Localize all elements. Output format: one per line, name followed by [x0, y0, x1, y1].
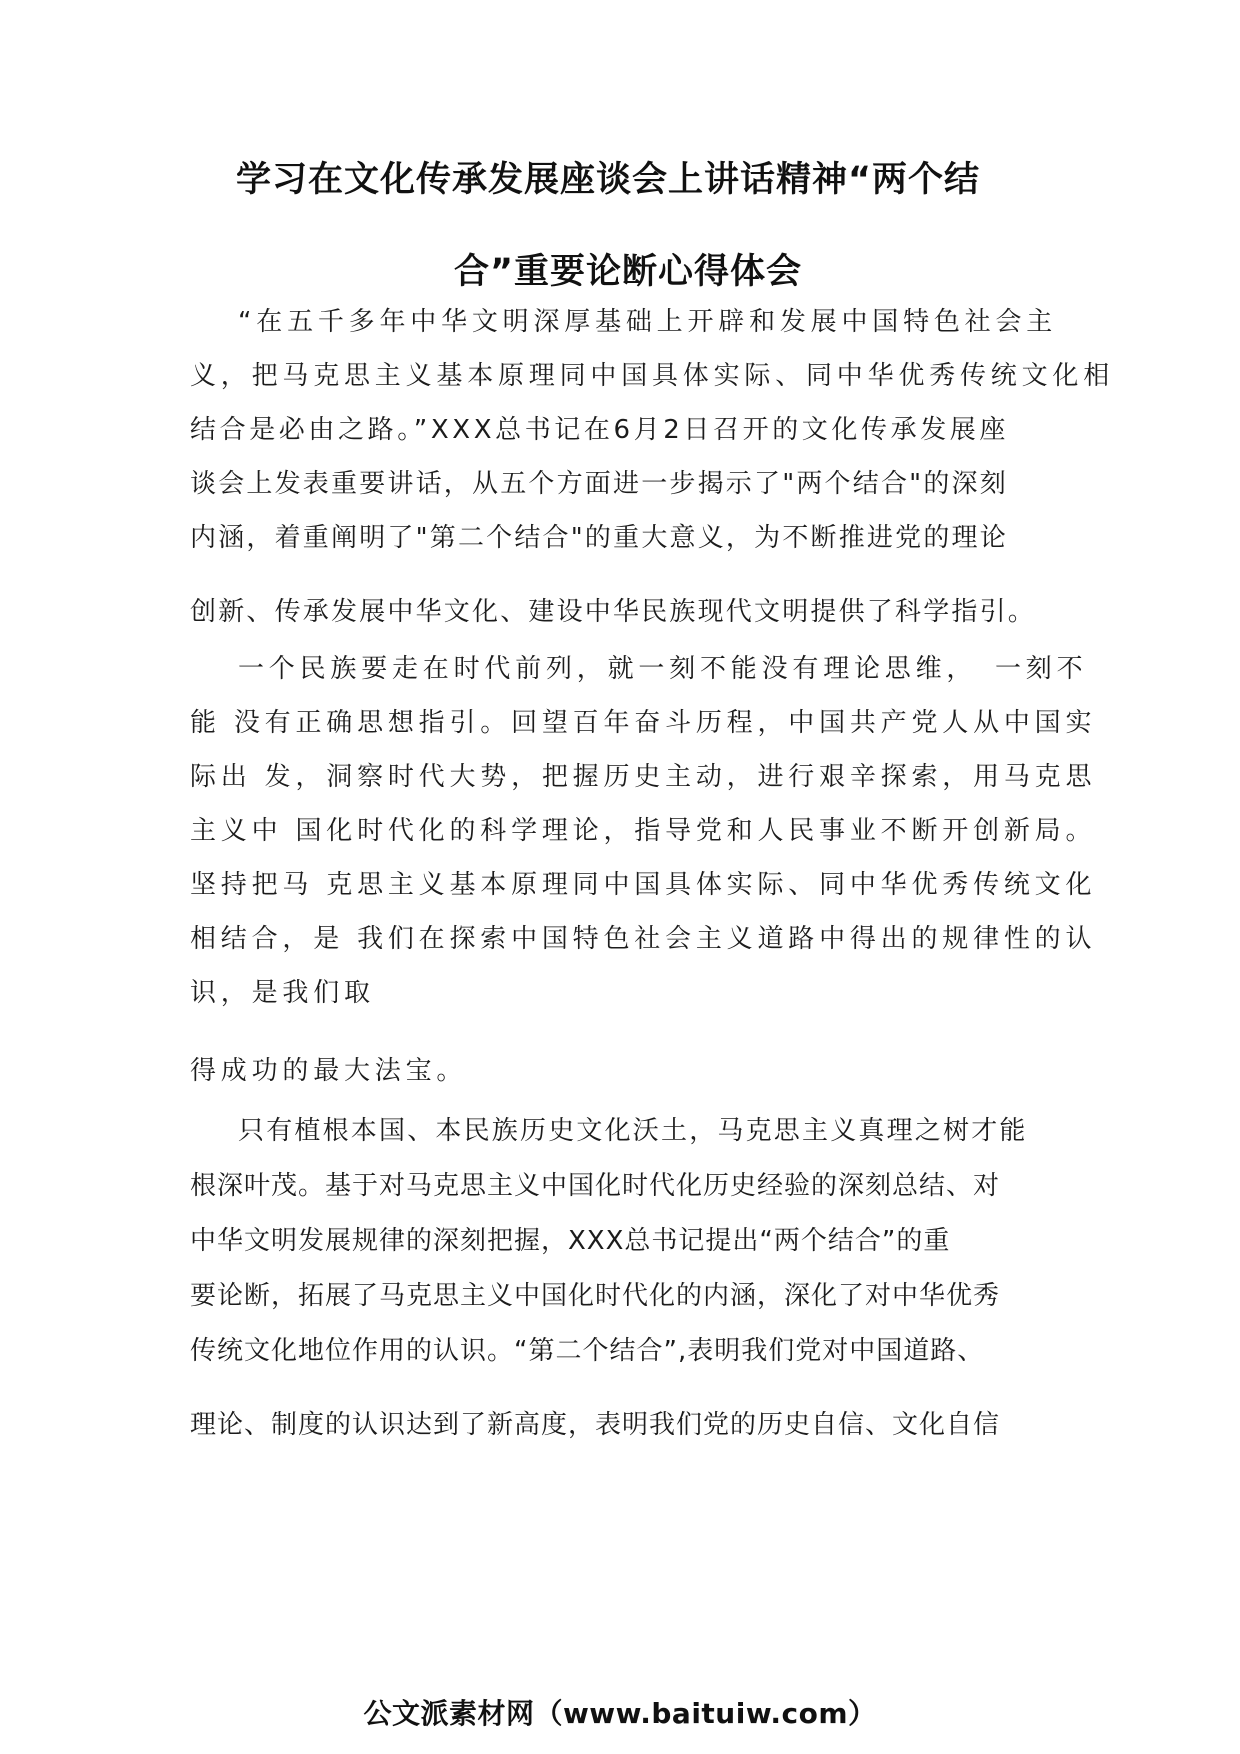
document-title-line-1: 学习在文化传承发展座谈会上讲话精神“两个结 — [235, 160, 980, 200]
body-line: 谈会上发表重要讲话，从五个方面进一步揭示了"两个结合"的深刻 — [190, 469, 1008, 499]
body-line: 只有植根本国、本民族历史文化沃土，马克思主义真理之树才能 — [238, 1116, 1028, 1146]
body-line: 义，把马克思主义基本原理同中国具体实际、同中华优秀传统文化相 — [190, 361, 1115, 391]
body-line: 要论断，拓展了马克思主义中国化时代化的内涵，深化了对中华优秀 — [190, 1281, 1001, 1311]
body-line: 根深叶茂。基于对马克思主义中国化时代化历史经验的深刻总结、对 — [190, 1171, 1001, 1201]
body-line: 内涵，着重阐明了"第二个结合"的重大意义，为不断推进党的理论 — [190, 523, 1008, 553]
body-line: 一个民族要走在时代前列，就一刻不能没有理论思维， 一刻不 — [238, 654, 1088, 684]
body-line: 识，是我们取 — [190, 978, 375, 1008]
body-line: 主义中 国化时代化的科学理论，指导党和人民事业不断开创新局。 — [190, 816, 1097, 846]
document-title-line-2: 合”重要论断心得体会 — [453, 252, 802, 292]
body-line: 际出 发，洞察时代大势，把握历史主动，进行艰辛探索，用马克思 — [190, 762, 1097, 792]
body-line: 理论、制度的认识达到了新高度，表明我们党的历史自信、文化自信 — [190, 1410, 1001, 1440]
site-footer-watermark: 公文派素材网（www.baituiw.com） — [363, 1697, 877, 1730]
body-line: 相结合，是 我们在探索中国特色社会主义道路中得出的规律性的认 — [190, 924, 1097, 954]
body-line: 传统文化地位作用的认识。“第二个结合”,表明我们党对中国道路、 — [190, 1336, 985, 1366]
body-line: “在五千多年中华文明深厚基础上开辟和发展中国特色社会主 — [238, 307, 1058, 337]
body-line: 坚持把马 克思主义基本原理同中国具体实际、同中华优秀传统文化 — [190, 870, 1097, 900]
body-line: 创新、传承发展中华文化、建设中华民族现代文明提供了科学指引。 — [190, 597, 1037, 627]
body-line: 能 没有正确思想指引。回望百年奋斗历程，中国共产党人从中国实 — [190, 708, 1097, 738]
body-line: 结合是必由之路。”XXX总书记在6月2日召开的文化传承发展座 — [190, 415, 1009, 445]
body-line: 中华文明发展规律的深刻把握，XXX总书记提出“两个结合”的重 — [190, 1226, 951, 1256]
body-line: 得成功的最大法宝。 — [190, 1056, 468, 1086]
